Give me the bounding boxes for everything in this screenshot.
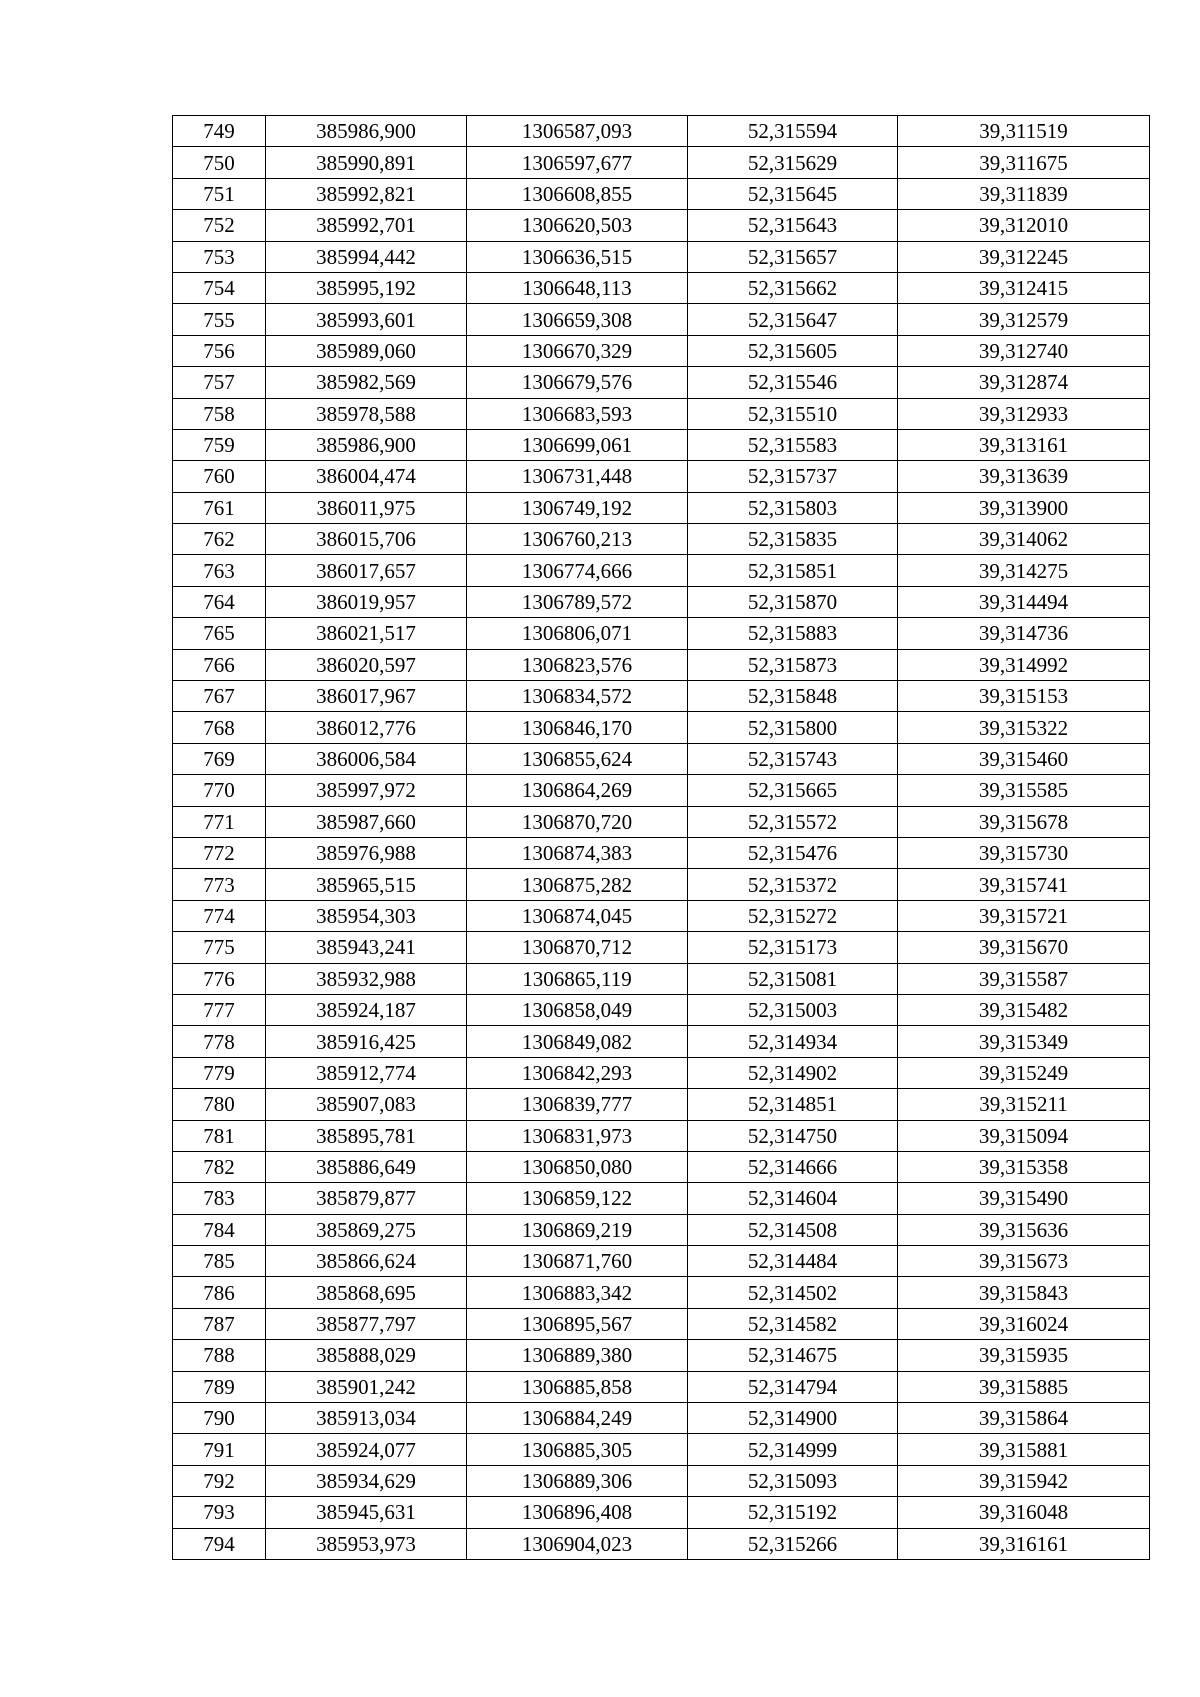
table-row — [173, 241, 1150, 272]
point-number-cell: 754 — [173, 272, 266, 303]
longitude-cell: 39,313161 — [898, 429, 1150, 460]
x-coordinate-cell: 385976,988 — [266, 837, 467, 868]
longitude-cell: 39,315721 — [898, 900, 1150, 931]
x-coordinate-cell: 386004,474 — [266, 461, 467, 492]
table-row — [173, 429, 1150, 460]
table-row — [173, 806, 1150, 837]
point-number-cell: 773 — [173, 869, 266, 900]
longitude-cell: 39,315358 — [898, 1151, 1150, 1182]
point-number-cell: 793 — [173, 1497, 266, 1528]
table-row — [173, 304, 1150, 335]
longitude-cell: 39,316048 — [898, 1497, 1150, 1528]
table-row — [173, 1277, 1150, 1308]
y-coordinate-cell: 1306855,624 — [467, 743, 688, 774]
y-coordinate-cell: 1306874,383 — [467, 837, 688, 868]
y-coordinate-cell: 1306895,567 — [467, 1308, 688, 1339]
table-row — [173, 963, 1150, 994]
x-coordinate-cell: 385997,972 — [266, 775, 467, 806]
point-number-cell: 779 — [173, 1057, 266, 1088]
y-coordinate-cell: 1306875,282 — [467, 869, 688, 900]
longitude-cell: 39,314736 — [898, 618, 1150, 649]
point-number-cell: 789 — [173, 1371, 266, 1402]
table-row — [173, 775, 1150, 806]
x-coordinate-cell: 385877,797 — [266, 1308, 467, 1339]
table-row — [173, 1026, 1150, 1057]
y-coordinate-cell: 1306871,760 — [467, 1246, 688, 1277]
point-number-cell: 757 — [173, 367, 266, 398]
latitude-cell: 52,314750 — [688, 1120, 898, 1151]
x-coordinate-cell: 385986,900 — [266, 429, 467, 460]
point-number-cell: 749 — [173, 116, 266, 147]
y-coordinate-cell: 1306896,408 — [467, 1497, 688, 1528]
point-number-cell: 765 — [173, 618, 266, 649]
x-coordinate-cell: 385987,660 — [266, 806, 467, 837]
longitude-cell: 39,315673 — [898, 1246, 1150, 1277]
table-row — [173, 1214, 1150, 1245]
table-row — [173, 147, 1150, 178]
longitude-cell: 39,314275 — [898, 555, 1150, 586]
point-number-cell: 756 — [173, 335, 266, 366]
latitude-cell: 52,315546 — [688, 367, 898, 398]
table-row — [173, 837, 1150, 868]
y-coordinate-cell: 1306884,249 — [467, 1403, 688, 1434]
point-number-cell: 771 — [173, 806, 266, 837]
table-row — [173, 210, 1150, 241]
point-number-cell: 767 — [173, 681, 266, 712]
latitude-cell: 52,315081 — [688, 963, 898, 994]
table-row — [173, 900, 1150, 931]
point-number-cell: 788 — [173, 1340, 266, 1371]
table-row — [173, 1434, 1150, 1465]
table-row — [173, 1371, 1150, 1402]
longitude-cell: 39,311519 — [898, 116, 1150, 147]
x-coordinate-cell: 386020,597 — [266, 649, 467, 680]
longitude-cell: 39,312245 — [898, 241, 1150, 272]
point-number-cell: 790 — [173, 1403, 266, 1434]
x-coordinate-cell: 386021,517 — [266, 618, 467, 649]
latitude-cell: 52,314794 — [688, 1371, 898, 1402]
table-row — [173, 524, 1150, 555]
point-number-cell: 772 — [173, 837, 266, 868]
longitude-cell: 39,315349 — [898, 1026, 1150, 1057]
longitude-cell: 39,313900 — [898, 492, 1150, 523]
table-row — [173, 1246, 1150, 1277]
x-coordinate-cell: 385953,973 — [266, 1528, 467, 1559]
y-coordinate-cell: 1306869,219 — [467, 1214, 688, 1245]
latitude-cell: 52,315594 — [688, 116, 898, 147]
latitude-cell: 52,315629 — [688, 147, 898, 178]
coordinates-table — [172, 115, 1150, 1560]
x-coordinate-cell: 385986,900 — [266, 116, 467, 147]
coordinates-table-body — [173, 116, 1150, 1560]
latitude-cell: 52,315645 — [688, 178, 898, 209]
longitude-cell: 39,315730 — [898, 837, 1150, 868]
latitude-cell: 52,315476 — [688, 837, 898, 868]
y-coordinate-cell: 1306659,308 — [467, 304, 688, 335]
point-number-cell: 792 — [173, 1465, 266, 1496]
longitude-cell: 39,315460 — [898, 743, 1150, 774]
latitude-cell: 52,314484 — [688, 1246, 898, 1277]
longitude-cell: 39,315094 — [898, 1120, 1150, 1151]
point-number-cell: 781 — [173, 1120, 266, 1151]
table-row — [173, 555, 1150, 586]
x-coordinate-cell: 385989,060 — [266, 335, 467, 366]
longitude-cell: 39,315482 — [898, 994, 1150, 1025]
table-row — [173, 932, 1150, 963]
point-number-cell: 775 — [173, 932, 266, 963]
longitude-cell: 39,316161 — [898, 1528, 1150, 1559]
longitude-cell: 39,315843 — [898, 1277, 1150, 1308]
latitude-cell: 52,315800 — [688, 712, 898, 743]
point-number-cell: 750 — [173, 147, 266, 178]
point-number-cell: 769 — [173, 743, 266, 774]
x-coordinate-cell: 385993,601 — [266, 304, 467, 335]
table-row — [173, 1497, 1150, 1528]
y-coordinate-cell: 1306683,593 — [467, 398, 688, 429]
x-coordinate-cell: 385965,515 — [266, 869, 467, 900]
longitude-cell: 39,311839 — [898, 178, 1150, 209]
point-number-cell: 786 — [173, 1277, 266, 1308]
point-number-cell: 785 — [173, 1246, 266, 1277]
point-number-cell: 776 — [173, 963, 266, 994]
x-coordinate-cell: 385992,821 — [266, 178, 467, 209]
y-coordinate-cell: 1306699,061 — [467, 429, 688, 460]
longitude-cell: 39,315490 — [898, 1183, 1150, 1214]
x-coordinate-cell: 385888,029 — [266, 1340, 467, 1371]
x-coordinate-cell: 385866,624 — [266, 1246, 467, 1277]
y-coordinate-cell: 1306839,777 — [467, 1089, 688, 1120]
x-coordinate-cell: 385924,077 — [266, 1434, 467, 1465]
x-coordinate-cell: 385868,695 — [266, 1277, 467, 1308]
point-number-cell: 762 — [173, 524, 266, 555]
y-coordinate-cell: 1306749,192 — [467, 492, 688, 523]
table-row — [173, 335, 1150, 366]
y-coordinate-cell: 1306760,213 — [467, 524, 688, 555]
x-coordinate-cell: 385992,701 — [266, 210, 467, 241]
point-number-cell: 791 — [173, 1434, 266, 1465]
latitude-cell: 52,315883 — [688, 618, 898, 649]
longitude-cell: 39,315636 — [898, 1214, 1150, 1245]
table-row — [173, 586, 1150, 617]
longitude-cell: 39,315741 — [898, 869, 1150, 900]
table-row — [173, 1057, 1150, 1088]
point-number-cell: 770 — [173, 775, 266, 806]
point-number-cell: 761 — [173, 492, 266, 523]
x-coordinate-cell: 385907,083 — [266, 1089, 467, 1120]
x-coordinate-cell: 385995,192 — [266, 272, 467, 303]
latitude-cell: 52,314502 — [688, 1277, 898, 1308]
longitude-cell: 39,312933 — [898, 398, 1150, 429]
x-coordinate-cell: 385916,425 — [266, 1026, 467, 1057]
y-coordinate-cell: 1306789,572 — [467, 586, 688, 617]
latitude-cell: 52,315657 — [688, 241, 898, 272]
longitude-cell: 39,311675 — [898, 147, 1150, 178]
point-number-cell: 766 — [173, 649, 266, 680]
y-coordinate-cell: 1306597,677 — [467, 147, 688, 178]
latitude-cell: 52,315643 — [688, 210, 898, 241]
longitude-cell: 39,315881 — [898, 1434, 1150, 1465]
table-row — [173, 994, 1150, 1025]
point-number-cell: 751 — [173, 178, 266, 209]
y-coordinate-cell: 1306889,380 — [467, 1340, 688, 1371]
x-coordinate-cell: 385954,303 — [266, 900, 467, 931]
y-coordinate-cell: 1306870,720 — [467, 806, 688, 837]
y-coordinate-cell: 1306648,113 — [467, 272, 688, 303]
point-number-cell: 778 — [173, 1026, 266, 1057]
latitude-cell: 52,314675 — [688, 1340, 898, 1371]
latitude-cell: 52,315266 — [688, 1528, 898, 1559]
y-coordinate-cell: 1306883,342 — [467, 1277, 688, 1308]
latitude-cell: 52,314582 — [688, 1308, 898, 1339]
latitude-cell: 52,315848 — [688, 681, 898, 712]
x-coordinate-cell: 386017,657 — [266, 555, 467, 586]
y-coordinate-cell: 1306904,023 — [467, 1528, 688, 1559]
y-coordinate-cell: 1306620,503 — [467, 210, 688, 241]
latitude-cell: 52,315192 — [688, 1497, 898, 1528]
longitude-cell: 39,315587 — [898, 963, 1150, 994]
x-coordinate-cell: 385943,241 — [266, 932, 467, 963]
latitude-cell: 52,315803 — [688, 492, 898, 523]
point-number-cell: 755 — [173, 304, 266, 335]
y-coordinate-cell: 1306870,712 — [467, 932, 688, 963]
table-row — [173, 116, 1150, 147]
longitude-cell: 39,315678 — [898, 806, 1150, 837]
x-coordinate-cell: 386006,584 — [266, 743, 467, 774]
table-row — [173, 743, 1150, 774]
latitude-cell: 52,315583 — [688, 429, 898, 460]
y-coordinate-cell: 1306889,306 — [467, 1465, 688, 1496]
x-coordinate-cell: 385924,187 — [266, 994, 467, 1025]
longitude-cell: 39,315885 — [898, 1371, 1150, 1402]
y-coordinate-cell: 1306806,071 — [467, 618, 688, 649]
longitude-cell: 39,314992 — [898, 649, 1150, 680]
latitude-cell: 52,315743 — [688, 743, 898, 774]
longitude-cell: 39,315211 — [898, 1089, 1150, 1120]
y-coordinate-cell: 1306858,049 — [467, 994, 688, 1025]
table-row — [173, 1151, 1150, 1182]
point-number-cell: 759 — [173, 429, 266, 460]
point-number-cell: 780 — [173, 1089, 266, 1120]
x-coordinate-cell: 385990,891 — [266, 147, 467, 178]
x-coordinate-cell: 385932,988 — [266, 963, 467, 994]
table-row — [173, 1403, 1150, 1434]
x-coordinate-cell: 385945,631 — [266, 1497, 467, 1528]
y-coordinate-cell: 1306864,269 — [467, 775, 688, 806]
y-coordinate-cell: 1306885,858 — [467, 1371, 688, 1402]
x-coordinate-cell: 385994,442 — [266, 241, 467, 272]
latitude-cell: 52,315093 — [688, 1465, 898, 1496]
x-coordinate-cell: 386017,967 — [266, 681, 467, 712]
y-coordinate-cell: 1306885,305 — [467, 1434, 688, 1465]
table-row — [173, 178, 1150, 209]
table-row — [173, 712, 1150, 743]
latitude-cell: 52,315173 — [688, 932, 898, 963]
y-coordinate-cell: 1306823,576 — [467, 649, 688, 680]
longitude-cell: 39,315864 — [898, 1403, 1150, 1434]
x-coordinate-cell: 385895,781 — [266, 1120, 467, 1151]
table-row — [173, 1089, 1150, 1120]
longitude-cell: 39,312874 — [898, 367, 1150, 398]
x-coordinate-cell: 385978,588 — [266, 398, 467, 429]
longitude-cell: 39,315153 — [898, 681, 1150, 712]
latitude-cell: 52,315605 — [688, 335, 898, 366]
x-coordinate-cell: 386015,706 — [266, 524, 467, 555]
latitude-cell: 52,314508 — [688, 1214, 898, 1245]
latitude-cell: 52,314900 — [688, 1403, 898, 1434]
y-coordinate-cell: 1306874,045 — [467, 900, 688, 931]
longitude-cell: 39,315249 — [898, 1057, 1150, 1088]
latitude-cell: 52,314851 — [688, 1089, 898, 1120]
longitude-cell: 39,312740 — [898, 335, 1150, 366]
table-row — [173, 869, 1150, 900]
table-row — [173, 272, 1150, 303]
y-coordinate-cell: 1306831,973 — [467, 1120, 688, 1151]
point-number-cell: 782 — [173, 1151, 266, 1182]
longitude-cell: 39,315935 — [898, 1340, 1150, 1371]
y-coordinate-cell: 1306846,170 — [467, 712, 688, 743]
point-number-cell: 758 — [173, 398, 266, 429]
table-row — [173, 461, 1150, 492]
x-coordinate-cell: 385901,242 — [266, 1371, 467, 1402]
latitude-cell: 52,315835 — [688, 524, 898, 555]
latitude-cell: 52,315665 — [688, 775, 898, 806]
table-row — [173, 492, 1150, 523]
longitude-cell: 39,312415 — [898, 272, 1150, 303]
x-coordinate-cell: 385912,774 — [266, 1057, 467, 1088]
latitude-cell: 52,315737 — [688, 461, 898, 492]
x-coordinate-cell: 386011,975 — [266, 492, 467, 523]
longitude-cell: 39,314062 — [898, 524, 1150, 555]
point-number-cell: 774 — [173, 900, 266, 931]
point-number-cell: 783 — [173, 1183, 266, 1214]
latitude-cell: 52,315272 — [688, 900, 898, 931]
latitude-cell: 52,315851 — [688, 555, 898, 586]
point-number-cell: 768 — [173, 712, 266, 743]
y-coordinate-cell: 1306774,666 — [467, 555, 688, 586]
y-coordinate-cell: 1306849,082 — [467, 1026, 688, 1057]
y-coordinate-cell: 1306842,293 — [467, 1057, 688, 1088]
x-coordinate-cell: 385934,629 — [266, 1465, 467, 1496]
table-row — [173, 1308, 1150, 1339]
x-coordinate-cell: 386012,776 — [266, 712, 467, 743]
latitude-cell: 52,314604 — [688, 1183, 898, 1214]
latitude-cell: 52,314902 — [688, 1057, 898, 1088]
point-number-cell: 784 — [173, 1214, 266, 1245]
x-coordinate-cell: 385982,569 — [266, 367, 467, 398]
longitude-cell: 39,314494 — [898, 586, 1150, 617]
table-row — [173, 618, 1150, 649]
longitude-cell: 39,312579 — [898, 304, 1150, 335]
y-coordinate-cell: 1306608,855 — [467, 178, 688, 209]
x-coordinate-cell: 385879,877 — [266, 1183, 467, 1214]
y-coordinate-cell: 1306679,576 — [467, 367, 688, 398]
point-number-cell: 794 — [173, 1528, 266, 1559]
latitude-cell: 52,315003 — [688, 994, 898, 1025]
longitude-cell: 39,313639 — [898, 461, 1150, 492]
table-row — [173, 1340, 1150, 1371]
table-row — [173, 398, 1150, 429]
latitude-cell: 52,314999 — [688, 1434, 898, 1465]
latitude-cell: 52,315870 — [688, 586, 898, 617]
latitude-cell: 52,315372 — [688, 869, 898, 900]
y-coordinate-cell: 1306731,448 — [467, 461, 688, 492]
point-number-cell: 760 — [173, 461, 266, 492]
table-row — [173, 649, 1150, 680]
x-coordinate-cell: 385869,275 — [266, 1214, 467, 1245]
table-row — [173, 1528, 1150, 1559]
point-number-cell: 752 — [173, 210, 266, 241]
y-coordinate-cell: 1306850,080 — [467, 1151, 688, 1182]
longitude-cell: 39,316024 — [898, 1308, 1150, 1339]
latitude-cell: 52,315572 — [688, 806, 898, 837]
table-row — [173, 1183, 1150, 1214]
y-coordinate-cell: 1306859,122 — [467, 1183, 688, 1214]
point-number-cell: 763 — [173, 555, 266, 586]
y-coordinate-cell: 1306636,515 — [467, 241, 688, 272]
x-coordinate-cell: 385913,034 — [266, 1403, 467, 1434]
latitude-cell: 52,315873 — [688, 649, 898, 680]
latitude-cell: 52,315510 — [688, 398, 898, 429]
table-row — [173, 1465, 1150, 1496]
latitude-cell: 52,315662 — [688, 272, 898, 303]
point-number-cell: 753 — [173, 241, 266, 272]
latitude-cell: 52,314934 — [688, 1026, 898, 1057]
y-coordinate-cell: 1306670,329 — [467, 335, 688, 366]
longitude-cell: 39,312010 — [898, 210, 1150, 241]
table-row — [173, 1120, 1150, 1151]
latitude-cell: 52,314666 — [688, 1151, 898, 1182]
longitude-cell: 39,315942 — [898, 1465, 1150, 1496]
point-number-cell: 764 — [173, 586, 266, 617]
longitude-cell: 39,315322 — [898, 712, 1150, 743]
x-coordinate-cell: 385886,649 — [266, 1151, 467, 1182]
y-coordinate-cell: 1306834,572 — [467, 681, 688, 712]
y-coordinate-cell: 1306865,119 — [467, 963, 688, 994]
x-coordinate-cell: 386019,957 — [266, 586, 467, 617]
table-row — [173, 681, 1150, 712]
point-number-cell: 787 — [173, 1308, 266, 1339]
point-number-cell: 777 — [173, 994, 266, 1025]
y-coordinate-cell: 1306587,093 — [467, 116, 688, 147]
table-row — [173, 367, 1150, 398]
longitude-cell: 39,315585 — [898, 775, 1150, 806]
latitude-cell: 52,315647 — [688, 304, 898, 335]
longitude-cell: 39,315670 — [898, 932, 1150, 963]
